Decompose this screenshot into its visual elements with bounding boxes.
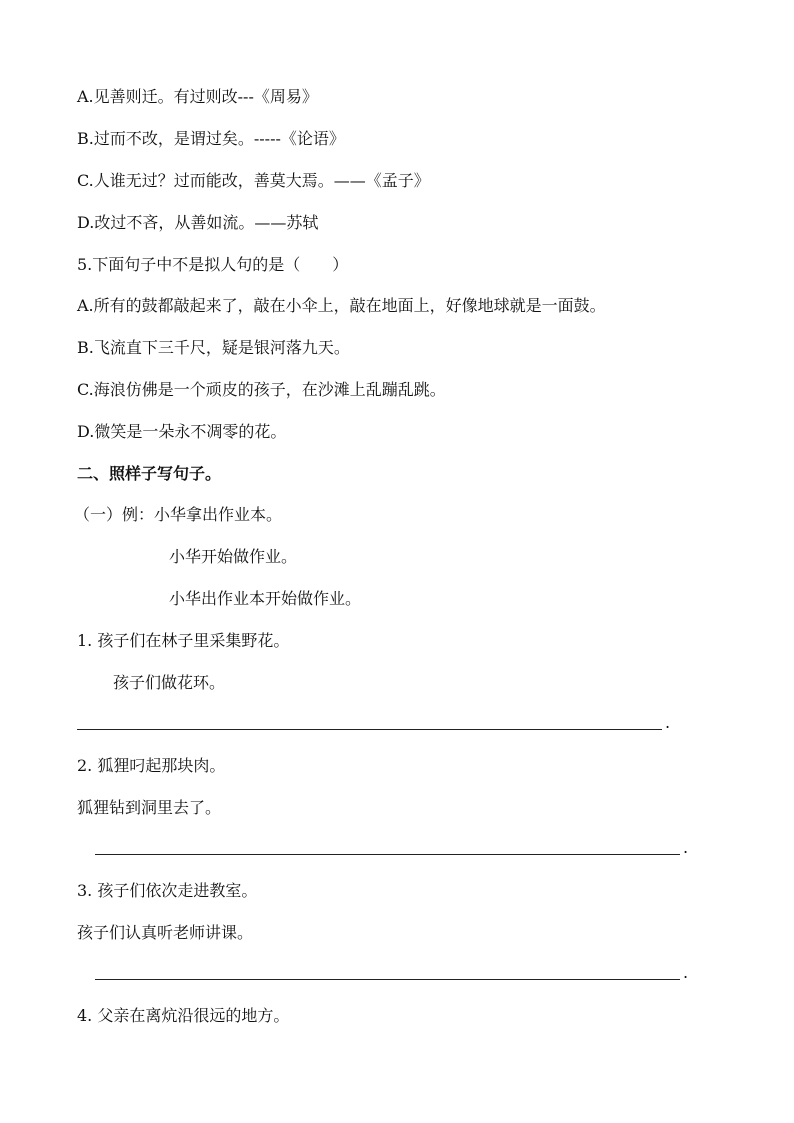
example-line-2: 小华开始做作业。	[169, 547, 298, 566]
exercise-4-sentence-1: 4. 父亲在离炕沿很远的地方。	[77, 1006, 290, 1025]
q4-option-d: D.改过不吝，从善如流。——苏轼	[77, 213, 319, 232]
example-label: （一）例：小华拿出作业本。	[74, 505, 283, 524]
exercise-2-end-mark: .	[683, 838, 689, 857]
exercise-3-answer-line[interactable]	[95, 979, 680, 980]
exercise-2-sentence-2: 狐狸钻到洞里去了。	[77, 798, 222, 817]
exercise-1-sentence-1: 1. 孩子们在林子里采集野花。	[77, 631, 290, 650]
q4-option-b: B.过而不改，是谓过矣。-----《论语》	[77, 129, 345, 148]
exercise-1-end-mark: .	[665, 713, 671, 732]
q5-option-d: D.微笑是一朵永不凋零的花。	[77, 422, 287, 441]
section-heading: 二、照样子写句子。	[77, 464, 222, 483]
exercise-3-sentence-1: 3. 孩子们依次走进教室。	[77, 881, 258, 900]
q5-option-a: A.所有的鼓都敲起来了，敲在小伞上，敲在地面上，好像地球就是一面鼓。	[77, 296, 606, 315]
q5-option-b: B.飞流直下三千尺，疑是银河落九天。	[77, 338, 350, 357]
example-line-3: 小华出作业本开始做作业。	[169, 589, 362, 608]
q4-option-c: C.人谁无过？过而能改，善莫大焉。——《孟子》	[77, 171, 430, 190]
exercise-3-sentence-2: 孩子们认真听老师讲课。	[77, 923, 254, 942]
q4-option-a: A.见善则迁。有过则改---《周易》	[77, 87, 318, 106]
q5-option-c: C.海浪仿佛是一个顽皮的孩子，在沙滩上乱蹦乱跳。	[77, 380, 446, 399]
exercise-2-sentence-1: 2. 狐狸叼起那块肉。	[77, 756, 226, 775]
exercise-1-answer-line[interactable]	[77, 729, 662, 730]
exercise-2-answer-line[interactable]	[95, 854, 680, 855]
exercise-3-end-mark: .	[683, 963, 689, 982]
exercise-1-sentence-2: 孩子们做花环。	[113, 673, 226, 692]
q5-question: 5.下面句子中不是拟人句的是（ ）	[77, 255, 349, 274]
